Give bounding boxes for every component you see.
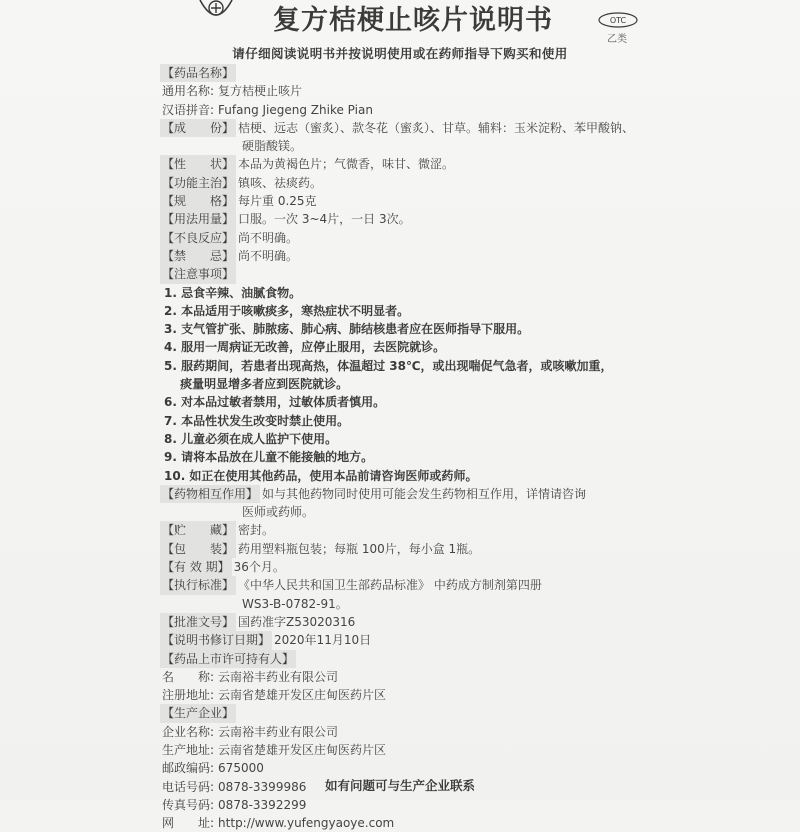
approval-label: 【批准文号】 (160, 613, 236, 631)
notes-item: 痰量明显增多者应到医院就诊。 (164, 377, 349, 392)
mfr-name-label: 企业名称: (162, 724, 215, 739)
contra-label: 【禁 忌】 (160, 247, 236, 265)
validity-value: 36个月。 (233, 560, 285, 575)
mfr-name-value: 云南裕丰药业有限公司 (218, 724, 339, 739)
standard-row (160, 576, 680, 594)
standard-value-2: WS3-B-0782-91。 (242, 596, 348, 611)
revision-value: 2020年11月10日 (274, 633, 372, 648)
mfr-addr-label: 生产地址: (162, 742, 215, 757)
zip-label: 邮政编码: (162, 761, 215, 776)
interaction-label: 【药物相互作用】 (160, 485, 260, 503)
document-title: 复方桔梗止咳片说明书 (273, 5, 553, 36)
otc-class: 乙类 (607, 34, 627, 45)
storage-value: 密封。 (238, 523, 275, 538)
mfr-name-row (160, 723, 680, 741)
otc-badge-icon (598, 12, 638, 28)
storage-row (160, 521, 680, 539)
notes-label: 【注意事项】 (160, 265, 236, 283)
instruction-line: 请仔细阅读说明书并按说明使用或在药师指导下购买和使用 (232, 46, 568, 61)
pinyin-row (160, 101, 680, 119)
notes-item: 7. 本品性状发生改变时禁止使用。 (164, 413, 350, 428)
indication-value: 镇咳、祛痰药。 (238, 175, 323, 190)
contra-value: 尚不明确。 (238, 248, 299, 263)
approval-value: 国药准字Z53020316 (238, 614, 356, 629)
interaction-row (160, 485, 680, 503)
mah-name-label: 名 称: (162, 669, 215, 684)
indication-row (160, 174, 680, 192)
svg-text:OTC: OTC (609, 16, 627, 25)
composition-row-2 (160, 137, 680, 155)
revision-row (160, 631, 680, 649)
mfr-addr-row (160, 741, 680, 759)
adverse-row (160, 229, 680, 247)
dosage-value: 口服。一次 3~4片，一日 3次。 (238, 212, 411, 227)
zip-value: 675000 (218, 761, 264, 776)
generic-name-value: 复方桔梗止咳片 (218, 84, 303, 99)
notes-item: 6. 对本品过敏者禁用，过敏体质者慎用。 (164, 395, 386, 410)
fax-label: 传真号码: (162, 797, 215, 812)
notes-item: 3. 支气管扩张、肺脓疡、肺心病、肺结核患者应在医师指导下服用。 (164, 322, 530, 337)
footer-contact: 如有问题可与生产企业联系 (324, 778, 475, 793)
properties-row (160, 155, 680, 173)
interaction-value: 如与其他药物同时使用可能会发生药物相互作用，详情请咨询 (262, 486, 587, 501)
notes-item: 1. 忌食辛辣、油腻食物。 (164, 285, 302, 300)
notes-item: 5. 服药期间，若患者出现高热，体温超过 38℃，或出现喘促气急者，或咳嗽加重， (164, 358, 613, 373)
web-row (160, 814, 680, 832)
pinyin-value: Fufang Jiegeng Zhike Pian (218, 102, 373, 117)
notes-item: 2. 本品适用于咳嗽痰多，寒热症状不明显者。 (164, 303, 410, 318)
interaction-value-2: 医师或药师。 (242, 505, 315, 520)
composition-label: 【成 份】 (160, 119, 236, 137)
adverse-label: 【不良反应】 (160, 229, 236, 247)
web-value: http://www.yufengyaoye.com (218, 816, 395, 831)
notes-item: 4. 服用一周病证无改善，应停止服用，去医院就诊。 (164, 340, 446, 355)
header (0, 0, 800, 72)
notes-item: 9. 请将本品放在儿童不能接触的地方。 (164, 450, 374, 465)
drug-name-section (160, 64, 680, 82)
web-label: 网 址: (162, 816, 215, 831)
zip-row (160, 759, 680, 777)
tel-value: 0878-3399986 (218, 779, 307, 794)
generic-name-label: 通用名称: (162, 84, 215, 99)
leaflet-content (160, 64, 680, 832)
interaction-row-2 (160, 503, 680, 521)
mah-name-row (160, 668, 680, 686)
dosage-row (160, 210, 680, 228)
fax-row (160, 796, 680, 814)
standard-label: 【执行标准】 (160, 576, 236, 594)
mah-addr-label: 注册地址: (162, 688, 215, 703)
drug-name-label: 【药品名称】 (160, 64, 236, 82)
tel-label: 电话号码: (162, 779, 215, 794)
mfr-section (160, 704, 680, 722)
adverse-value: 尚不明确。 (238, 230, 299, 245)
package-label: 【包 装】 (160, 540, 236, 558)
generic-name-row (160, 82, 680, 100)
validity-row (160, 558, 680, 576)
approval-row (160, 613, 680, 631)
properties-value: 本品为黄褐色片；气微香，味甘、微涩。 (238, 157, 455, 172)
properties-label: 【性 状】 (160, 155, 236, 173)
pinyin-label: 汉语拼音: (162, 102, 215, 117)
composition-value: 桔梗、远志（蜜炙）、款冬花（蜜炙）、甘草。辅料：玉米淀粉、苯甲酸钠、 (238, 120, 635, 135)
revision-label: 【说明书修订日期】 (160, 631, 272, 649)
storage-label: 【贮 藏】 (160, 521, 236, 539)
mah-label: 【药品上市许可持有人】 (160, 650, 296, 668)
notes-section (160, 265, 680, 283)
notes-item: 10. 如正在使用其他药品，使用本品前请咨询医师或药师。 (164, 468, 478, 483)
notes-item: 8. 儿童必须在成人监护下使用。 (164, 431, 338, 446)
mfr-addr-value: 云南省楚雄开发区庄甸医药片区 (218, 742, 387, 757)
fax-value: 0878-3392299 (218, 797, 307, 812)
standard-row-2 (160, 595, 680, 613)
mah-name-value: 云南裕丰药业有限公司 (218, 669, 339, 684)
company-logo-icon (198, 0, 234, 28)
package-value: 药用塑料瓶包装；每瓶 100片，每小盒 1瓶。 (238, 541, 481, 556)
composition-row (160, 119, 680, 137)
standard-value: 《中华人民共和国卫生部药品标准》 中药成方制剂第四册 (238, 578, 542, 593)
spec-label: 【规 格】 (160, 192, 236, 210)
spec-row (160, 192, 680, 210)
spec-value: 每片重 0.25克 (238, 194, 317, 209)
package-row (160, 540, 680, 558)
mah-addr-row (160, 686, 680, 704)
indication-label: 【功能主治】 (160, 174, 236, 192)
dosage-label: 【用法用量】 (160, 210, 236, 228)
mah-addr-value: 云南省楚雄开发区庄甸医药片区 (218, 688, 387, 703)
contra-row (160, 247, 680, 265)
mah-section (160, 650, 680, 668)
validity-label: 【有 效 期】 (160, 558, 232, 576)
mfr-label: 【生产企业】 (160, 704, 236, 722)
composition-value-2: 硬脂酸镁。 (242, 139, 303, 154)
